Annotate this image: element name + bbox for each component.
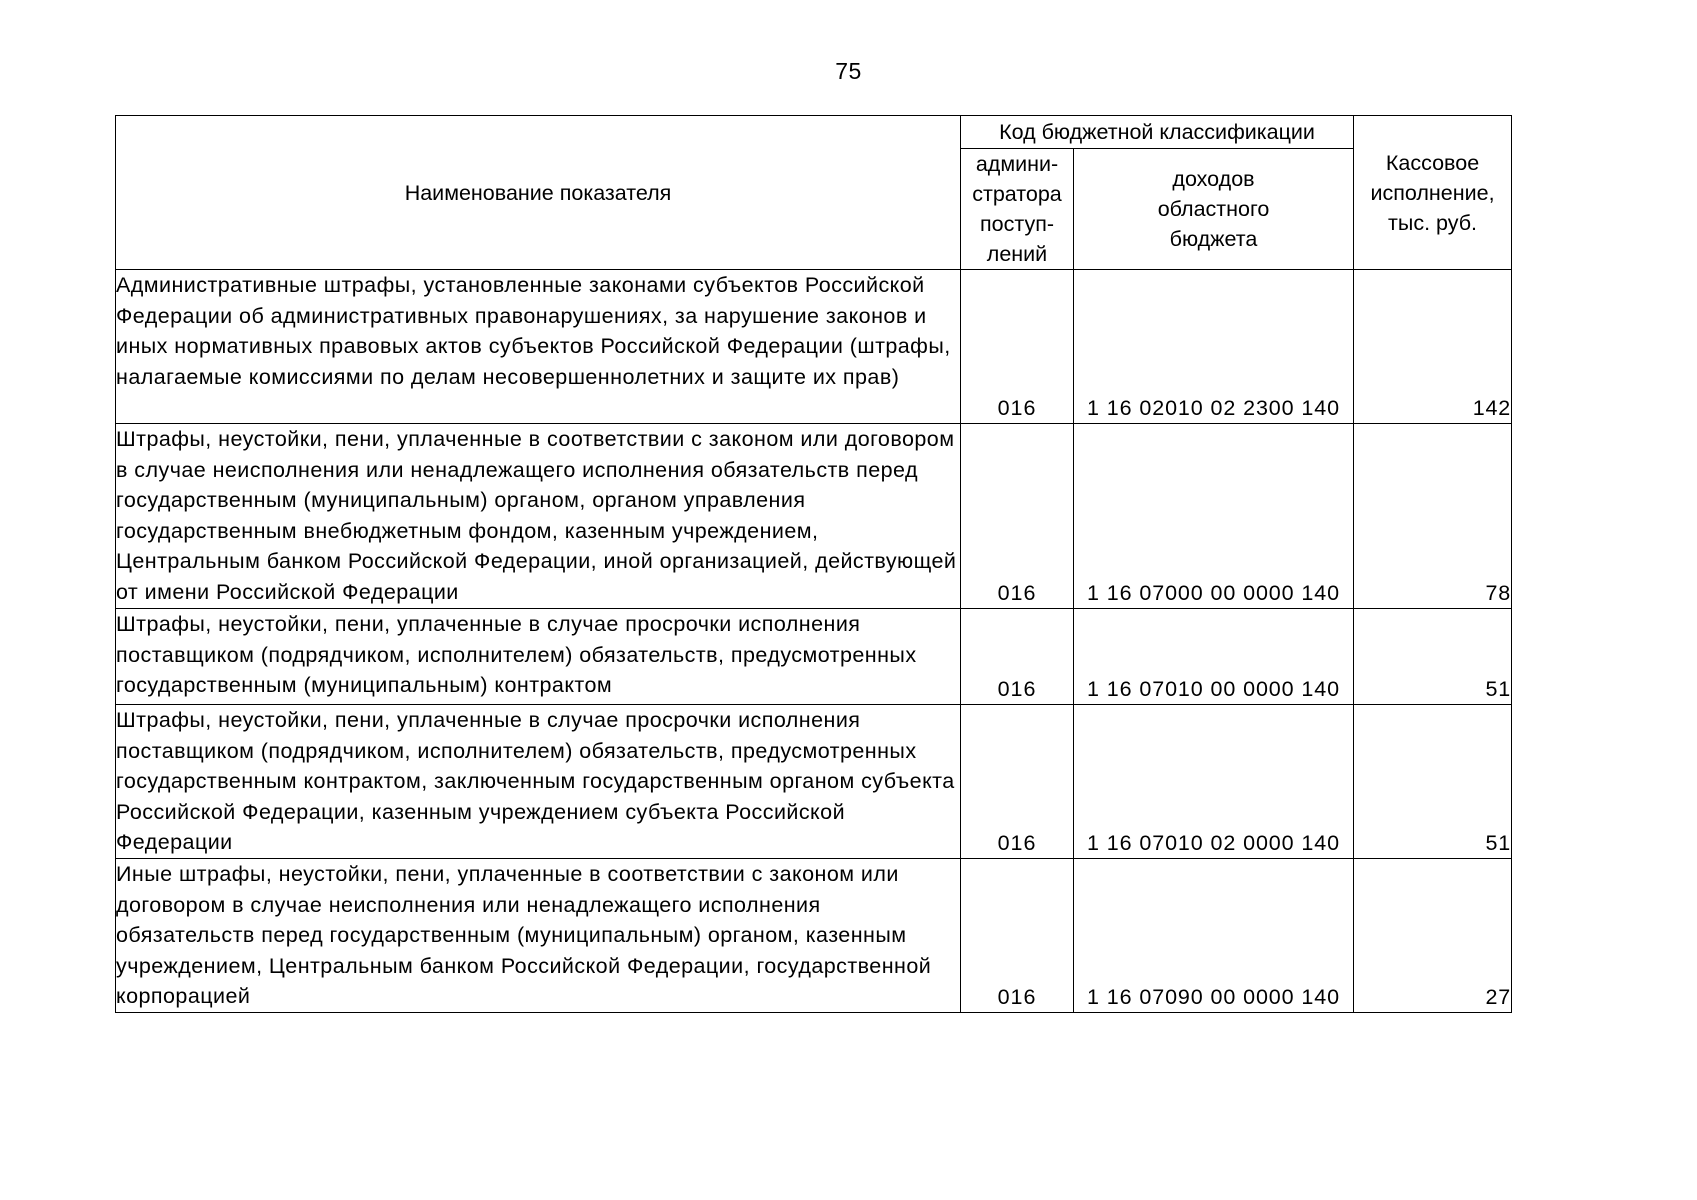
header-code-group: Код бюджетной классификации <box>961 116 1354 149</box>
row-admin-code: 016 <box>961 424 1074 609</box>
row-admin-code: 016 <box>961 705 1074 859</box>
row-name: Штрафы, неустойки, пени, уплаченные в случае просрочки исполнения поставщиком (подрядчиком, исполнителем) обязательств, предусмотренных государственным (муниципальным) контрактом <box>116 609 961 705</box>
row-name: Штрафы, неустойки, пени, уплаченные в соответствии с законом или договором в случае неисполнения или ненадлежащего исполнения обязательств перед государственным (муниципальным) органом, органом управления государственным внебюджетным фондом, казенным учреждением, Центральным банком Российской Федерации, иной организацией, действующей от имени Российской Федерации <box>116 424 961 609</box>
table-row <box>116 609 1512 705</box>
row-admin-code: 016 <box>961 609 1074 705</box>
table-row <box>116 424 1512 609</box>
row-admin-code: 016 <box>961 859 1074 1013</box>
row-income-code: 1 16 07000 00 0000 140 <box>1074 424 1354 609</box>
row-income-code: 1 16 07010 02 0000 140 <box>1074 705 1354 859</box>
row-amount: 142 <box>1354 270 1512 424</box>
header-income: доходов областного бюджета <box>1074 149 1354 270</box>
budget-table <box>115 115 1512 1013</box>
table-row <box>116 270 1512 424</box>
row-name: Штрафы, неустойки, пени, уплаченные в случае просрочки исполнения поставщиком (подрядчиком, исполнителем) обязательств, предусмотренных государственным контрактом, заключенным государственным органом субъекта Российской Федерации, казенным учреждением субъекта Российской Федерации <box>116 705 961 859</box>
table-row <box>116 705 1512 859</box>
header-admin: админи- стратора поступ- лений <box>961 149 1074 270</box>
table-row <box>116 859 1512 1013</box>
header-name: Наименование показателя <box>116 116 961 270</box>
row-amount: 27 <box>1354 859 1512 1013</box>
row-name: Иные штрафы, неустойки, пени, уплаченные в соответствии с законом или договором в случае неисполнения или ненадлежащего исполнения обязательств перед государственным (муниципальным) органом, казенным учреждением, Центральным банком Российской Федерации, государственной корпорацией <box>116 859 961 1013</box>
row-amount: 51 <box>1354 705 1512 859</box>
page-number: 75 <box>835 58 862 84</box>
row-admin-code: 016 <box>961 270 1074 424</box>
row-income-code: 1 16 02010 02 2300 140 <box>1074 270 1354 424</box>
row-amount: 78 <box>1354 424 1512 609</box>
row-income-code: 1 16 07010 00 0000 140 <box>1074 609 1354 705</box>
header-amount: Кассовое исполнение, тыс. руб. <box>1354 116 1512 270</box>
row-name: Административные штрафы, установленные законами субъектов Российской Федерации об административных правонарушениях, за нарушение законов и иных нормативных правовых актов субъектов Российской Федерации (штрафы, налагаемые комиссиями по делам несовершеннолетних и защите их прав) <box>116 270 961 424</box>
row-amount: 51 <box>1354 609 1512 705</box>
row-income-code: 1 16 07090 00 0000 140 <box>1074 859 1354 1013</box>
